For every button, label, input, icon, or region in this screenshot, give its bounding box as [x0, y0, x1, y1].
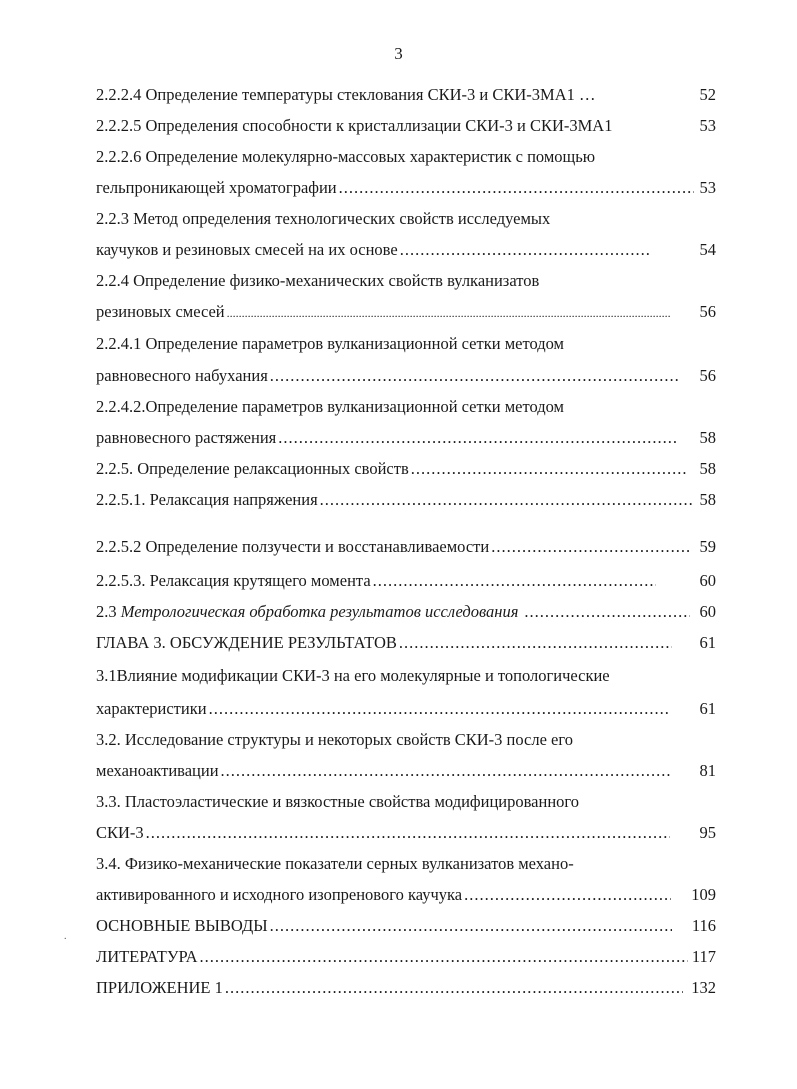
toc-entry [96, 269, 716, 293]
toc-entry [96, 207, 716, 231]
toc-entry-text: 3.4. Физико-механические показатели серных вулканизатов механо- [96, 854, 574, 873]
toc-entry-text: равновесного набухания [96, 366, 268, 385]
toc-entry-page: 52 [699, 85, 716, 104]
toc-entry [96, 535, 716, 559]
dot-leader [278, 426, 677, 450]
toc-entry [96, 852, 716, 876]
toc-entry [96, 631, 716, 655]
dot-leader [225, 976, 683, 1000]
toc-entry-page: 81 [699, 761, 716, 780]
dot-leader [209, 697, 670, 721]
toc-entry-text: активированного и исходного изопренового каучука [96, 885, 463, 904]
toc-entry [96, 790, 716, 814]
toc-entry-page: 56 [699, 366, 716, 385]
toc-entry [96, 176, 716, 200]
toc-entry-page: 95 [699, 823, 716, 842]
dot-leader [146, 821, 670, 845]
toc-entry-page: 117 [691, 947, 716, 966]
toc-entry [96, 914, 716, 938]
toc-entry [96, 364, 716, 388]
toc-entry-page: 58 [699, 428, 716, 447]
toc-entry [96, 945, 716, 969]
toc-entry [96, 697, 716, 721]
toc-entry-text: 2.2.5.3. Релаксация крутящего момента [96, 571, 371, 590]
toc-entry [96, 83, 716, 107]
dot-leader [399, 631, 672, 655]
toc-entry [96, 395, 716, 419]
toc-entry-page: 58 [699, 459, 716, 478]
toc-entry [96, 883, 716, 907]
toc-entry-italic: Метрологическая обработка результатов исследования [120, 602, 519, 621]
toc-entry-text: 3.1Влияние модификации СКИ-3 на его молекулярные и топологические [96, 666, 610, 685]
toc-entry-text: 3.2. Исследование структуры и некоторых свойств СКИ-3 после его [96, 730, 573, 749]
toc-entry-page: 60 [699, 571, 716, 590]
toc-entry-text: 2.2.4 Определение физико-механических свойств вулканизатов [96, 271, 540, 290]
toc-entry-page: 54 [699, 240, 716, 259]
toc-entry-page: 61 [699, 699, 716, 718]
toc-entry [96, 759, 716, 783]
toc-entry-page: 61 [699, 633, 716, 652]
dot-leader [227, 301, 670, 325]
toc-entry [96, 300, 716, 324]
toc-entry-text: ГЛАВА 3. ОБСУЖДЕНИЕ РЕЗУЛЬТАТОВ [96, 633, 397, 652]
toc-entry-page: 109 [691, 885, 716, 904]
toc-entry [96, 426, 716, 450]
toc-entry-text: каучуков и резиновых смесей на их основе [96, 240, 398, 259]
toc-entry-text: 2.2.2.6 Определение молекулярно-массовых характеристик с помощью [96, 147, 596, 166]
toc-entry-text: ОСНОВНЫЕ ВЫВОДЫ [96, 916, 268, 935]
toc-entry-text: гельпроникающей хроматографии [96, 178, 337, 197]
toc-entry-text: 2.2.4.1 Определение параметров вулканизационной сетки методом [96, 334, 564, 353]
toc-entry-text: 2.2.5. Определение релаксационных свойств [96, 459, 409, 478]
dot-leader [464, 883, 671, 907]
toc-entry-text: СКИ-3 [96, 823, 144, 842]
dot-leader [270, 364, 678, 388]
dot-leader [270, 914, 672, 938]
dot-leader [491, 535, 691, 559]
toc-entry-page: 59 [699, 537, 716, 556]
toc-entry-page: 132 [691, 978, 716, 997]
toc-entry-text: 2.2.3 Метод определения технологических свойств исследуемых [96, 209, 551, 228]
toc-entry-text: ЛИТЕРАТУРА [96, 947, 198, 966]
toc-entry-text: 2.2.5.1. Релаксация напряжения [96, 490, 318, 509]
page-number: 3 [394, 44, 403, 63]
dot-leader [221, 759, 670, 783]
toc-entry-page: 53 [699, 116, 716, 135]
dot-leader [400, 238, 652, 262]
toc-entry-text: 2.2.2.4 Определение температуры стеклования СКИ-3 и СКИ-3МА1 … [96, 85, 596, 104]
toc-entry-text: резиновых смесей [96, 302, 225, 321]
toc-entry-page: 116 [691, 916, 716, 935]
dot-leader [320, 488, 692, 512]
toc-entry [96, 332, 716, 356]
toc-entry-text: 3.3. Пластоэластические и вязкостные свойства модифицированного [96, 792, 580, 811]
toc-entry [96, 976, 716, 1000]
toc-entry-text: характеристики [96, 699, 207, 718]
toc-entry-text: 2.2.5.2 Определение ползучести и восстанавливаемости [96, 537, 490, 556]
dot-leader [524, 600, 689, 624]
toc-entry-text: ПРИЛОЖЕНИЕ 1 [96, 978, 223, 997]
toc-entry-page: 56 [699, 302, 716, 321]
toc-entry [96, 238, 716, 262]
toc-entry [96, 145, 716, 169]
toc-entry [96, 457, 716, 481]
scan-speck: . [64, 931, 67, 942]
toc-entry [96, 821, 716, 845]
toc-entry-page: 58 [699, 490, 716, 509]
toc-entry [96, 569, 716, 593]
toc-entry-text: равновесного растяжения [96, 428, 277, 447]
toc-entry-text: 2.2.2.5 Определения способности к кристаллизации СКИ-3 и СКИ-3МА1 [96, 116, 613, 135]
dot-leader [200, 945, 688, 969]
dot-leader [411, 457, 686, 481]
toc-entry [96, 664, 716, 688]
dot-leader [339, 176, 694, 200]
dot-leader [373, 569, 656, 593]
toc-entry-text: 2.3 Метрологическая обработка результатов исследования [96, 602, 519, 621]
toc-entry-text: механоактивации [96, 761, 219, 780]
toc-entry-page: 53 [699, 178, 716, 197]
toc-entry [96, 728, 716, 752]
toc-entry-text: 2.2.4.2.Определение параметров вулканизационной сетки методом [96, 397, 564, 416]
toc-entry [96, 600, 716, 624]
toc-entry [96, 488, 716, 512]
toc-entry [96, 114, 716, 138]
toc-entry-page: 60 [699, 602, 716, 621]
